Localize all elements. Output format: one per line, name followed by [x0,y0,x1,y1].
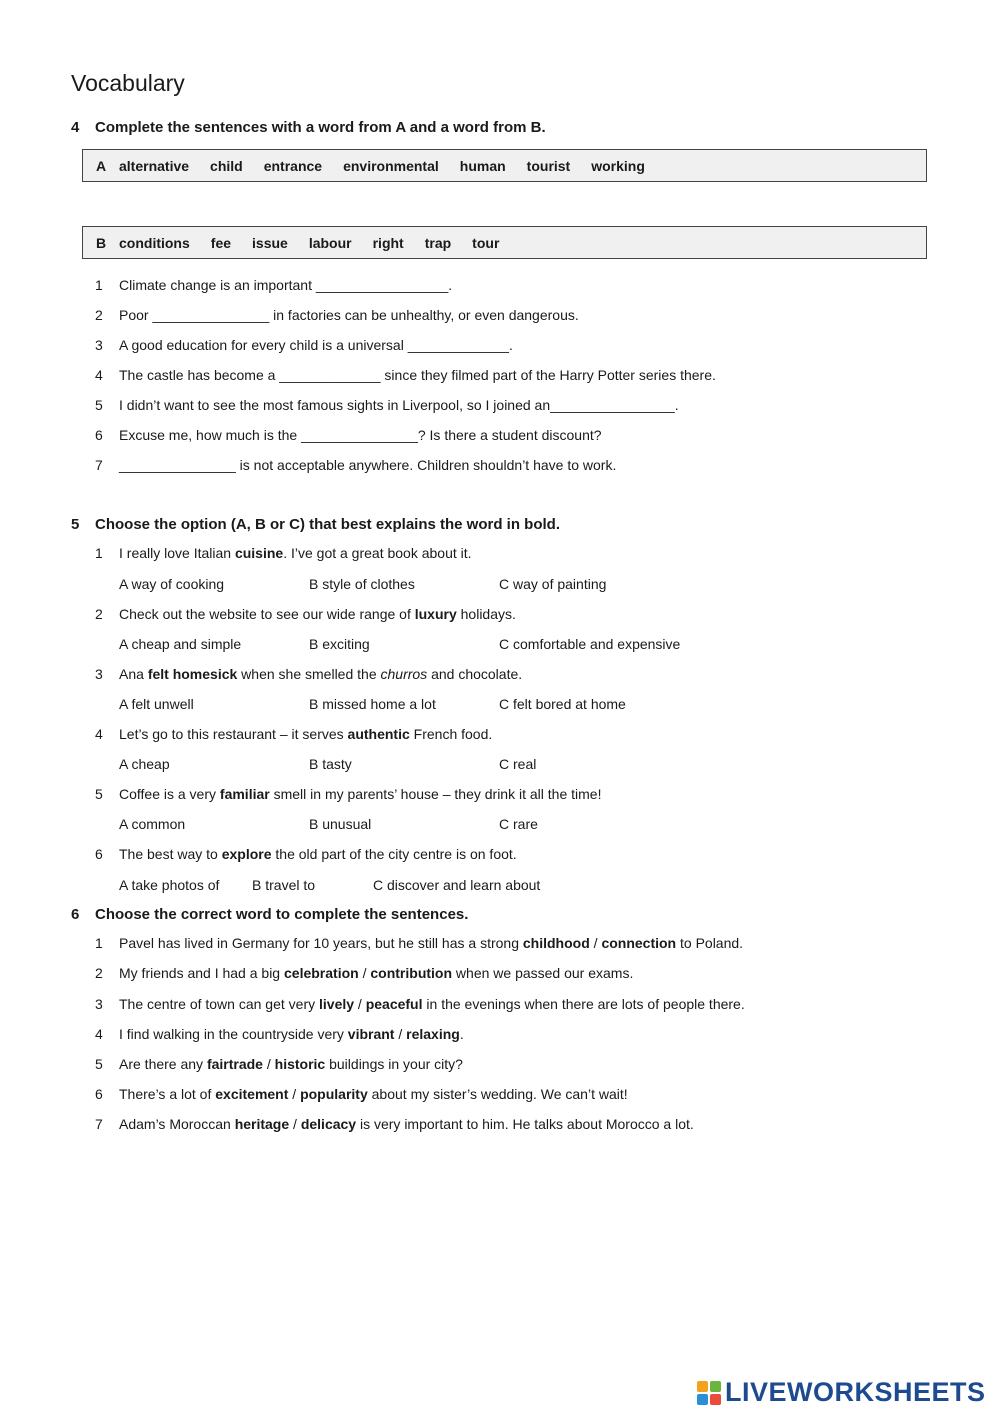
question-number: 5 [95,786,103,802]
choice-separator: / [289,1116,301,1132]
question-number: 6 [95,846,103,862]
option-b[interactable]: B style of clothes [309,576,415,592]
word-b: labour [308,234,352,251]
word-box-a-label: A [96,157,107,174]
ex4-sentence[interactable] [95,457,616,473]
question-pre: Let’s go to this restaurant – it serves [119,726,348,742]
word-a: tourist [526,157,571,174]
sentence-pre: I find walking in the countryside very [119,1026,348,1042]
logo-square [697,1394,708,1405]
sentence-post: about my sister’s wedding. We can’t wait! [367,1086,628,1102]
sentence-post: . [459,1026,464,1042]
ex5-question [95,846,517,862]
choice-separator: / [262,1056,275,1072]
option-b[interactable]: B travel to [252,877,316,893]
ex4-sentence[interactable] [95,337,513,353]
ex4-sentence[interactable] [95,307,579,323]
sentence-number: 6 [95,427,103,443]
word-a: child [210,157,243,174]
sentence-pre: Are there any [119,1056,207,1072]
ex4-sentence[interactable] [95,277,452,293]
ex6-heading [71,906,468,923]
ex4-heading [71,119,546,136]
word-a: human [459,157,506,174]
ex6-sentence [95,1056,463,1072]
sentence-text: _______________ is not acceptable anywhere. Children shouldn’t have to work. [119,457,617,473]
question-pre: Check out the website to see our wide range of [119,606,415,622]
question-bold-word: cuisine [234,545,284,561]
sentence-number: 6 [95,1086,103,1102]
choice-word-2[interactable]: popularity [300,1086,368,1102]
ex6-sentence [95,935,743,951]
ex4-sentence[interactable] [95,427,602,443]
sentence-pre: My friends and I had a big [119,965,284,981]
ex5-heading-text: Choose the option (A, B or C) that best explains the word in bold. [95,516,560,533]
ex6-sentence [95,1116,694,1132]
choice-word-1[interactable]: lively [319,996,355,1012]
word-a: environmental [343,157,439,174]
option-c[interactable]: C felt bored at home [499,696,626,712]
sentence-text: Excuse me, how much is the _______________? Is there a student discount? [119,427,602,443]
choice-word-1[interactable]: childhood [522,935,590,951]
choice-separator: / [589,935,602,951]
sentence-text: The castle has become a _____________ since they filmed part of the Harry Potter series there. [119,367,716,383]
question-bold-word: luxury [414,606,457,622]
option-a[interactable]: A common [119,816,186,832]
question-pre: The best way to [119,846,222,862]
sentence-pre: Adam’s Moroccan [119,1116,235,1132]
option-c[interactable]: C comfortable and expensive [499,636,681,652]
question-bold-word: felt homesick [147,666,238,682]
choice-word-2[interactable]: delicacy [300,1116,357,1132]
liveworksheets-logo[interactable] [697,1377,986,1408]
choice-separator: / [288,1086,301,1102]
ex6-heading-text: Choose the correct word to complete the sentences. [95,906,469,923]
word-b: right [372,234,404,251]
question-bold-word: authentic [347,726,410,742]
word-box-b-label: B [96,234,107,251]
word-box-a [82,149,927,182]
ex5-question [95,786,601,802]
question-number: 2 [95,606,103,622]
sentence-number: 2 [95,307,103,323]
ex6-sentence [95,1026,464,1042]
word-a: working [591,157,645,174]
question-pre: Ana [119,666,148,682]
sentence-number: 2 [95,965,103,981]
word-b: fee [210,234,232,251]
option-a[interactable]: A cheap [119,756,170,772]
sentence-post: in the evenings when there are lots of people there. [422,996,745,1012]
option-a[interactable]: A take photos of [119,877,220,893]
question-post: and chocolate. [427,666,523,682]
choice-word-2[interactable]: connection [601,935,677,951]
question-bold-word: familiar [219,786,270,802]
sentence-text: A good education for every child is a universal _____________. [119,337,513,353]
option-b[interactable]: B unusual [309,816,372,832]
ex4-number: 4 [71,119,80,136]
ex5-heading [71,516,560,533]
ex4-sentence[interactable] [95,367,716,383]
choice-separator: / [354,996,366,1012]
logo-mark-icon [697,1381,721,1405]
choice-separator: / [394,1026,407,1042]
ex4-sentence[interactable] [95,397,679,413]
sentence-post: when we passed our exams. [452,965,634,981]
ex5-question [95,666,522,682]
sentence-number: 3 [95,996,103,1012]
choice-word-1[interactable]: vibrant [347,1026,395,1042]
logo-square [697,1381,708,1392]
logo-text: LIVEWORKSHEETS [725,1377,986,1407]
ex5-question [95,726,492,742]
question-number: 1 [95,545,103,561]
sentence-text: Poor _______________ in factories can be unhealthy, or even dangerous. [119,307,579,323]
option-c[interactable]: C way of painting [499,576,607,592]
sentence-pre: There’s a lot of [119,1086,216,1102]
option-b[interactable]: B exciting [309,636,370,652]
sentence-post: is very important to him. He talks about Morocco a lot. [356,1116,694,1132]
choice-word-2[interactable]: contribution [370,965,453,981]
choice-separator: / [358,965,371,981]
question-number: 4 [95,726,103,742]
sentence-number: 1 [95,277,103,293]
sentence-post: buildings in your city? [325,1056,463,1072]
option-c[interactable]: C rare [499,816,538,832]
sentence-number: 5 [95,397,103,413]
page-title: Vocabulary [71,70,185,96]
sentence-number: 4 [95,1026,103,1042]
sentence-number: 7 [95,1116,103,1132]
choice-word-1[interactable]: celebration [284,965,359,981]
question-pre: I really love Italian [119,545,235,561]
question-mid: when she smelled the [237,666,381,682]
choice-word-2[interactable]: relaxing [406,1026,460,1042]
question-number: 3 [95,666,103,682]
word-b: trap [424,234,452,251]
question-post: the old part of the city centre is on foot. [271,846,517,862]
question-italic-word: churros [380,666,428,682]
word-a: entrance [263,157,323,174]
option-a[interactable]: A felt unwell [119,696,194,712]
word-b: issue [252,234,288,251]
question-bold-word: explore [221,846,272,862]
question-post: French food. [409,726,493,742]
option-c[interactable]: C real [499,756,537,772]
question-post: smell in my parents’ house – they drink it all the time! [269,786,602,802]
choice-word-1[interactable]: heritage [234,1116,290,1132]
question-post: . I’ve got a great book about it. [283,545,472,561]
ex4-heading-text: Complete the sentences with a word from A and a word from B. [95,119,546,136]
question-post: holidays. [456,606,516,622]
sentence-number: 5 [95,1056,103,1072]
choice-word-1[interactable]: fairtrade [206,1056,263,1072]
option-a[interactable]: A cheap and simple [119,636,242,652]
choice-word-2[interactable]: historic [274,1056,326,1072]
ex5-question [95,545,472,561]
option-a[interactable]: A way of cooking [119,576,225,592]
word-b: tour [472,234,500,251]
sentence-number: 7 [95,457,103,473]
ex6-sentence [95,965,633,981]
ex5-number: 5 [71,516,80,533]
sentence-text: Climate change is an important _________________. [119,277,453,293]
ex6-sentence [95,996,745,1012]
word-a: alternative [119,157,190,174]
option-b[interactable]: B missed home a lot [309,696,436,712]
option-b[interactable]: B tasty [309,756,352,772]
choice-word-2[interactable]: peaceful [365,996,423,1012]
ex6-sentence [95,1086,628,1102]
ex6-number: 6 [71,906,80,923]
sentence-number: 4 [95,367,103,383]
logo-square [710,1381,721,1392]
sentence-pre: The centre of town can get very [119,996,319,1012]
sentence-text: I didn’t want to see the most famous sights in Liverpool, so I joined an________________. [119,397,679,413]
sentence-pre: Pavel has lived in Germany for 10 years, but he still has a strong [119,935,523,951]
word-box-b [82,226,927,259]
ex5-question [95,606,516,622]
word-b: conditions [119,234,190,251]
question-pre: Coffee is a very [119,786,220,802]
sentence-number: 1 [95,935,103,951]
option-c[interactable]: C discover and learn about [373,877,541,893]
logo-square [710,1394,721,1405]
choice-word-1[interactable]: excitement [215,1086,289,1102]
sentence-number: 3 [95,337,103,353]
sentence-post: to Poland. [676,935,744,951]
